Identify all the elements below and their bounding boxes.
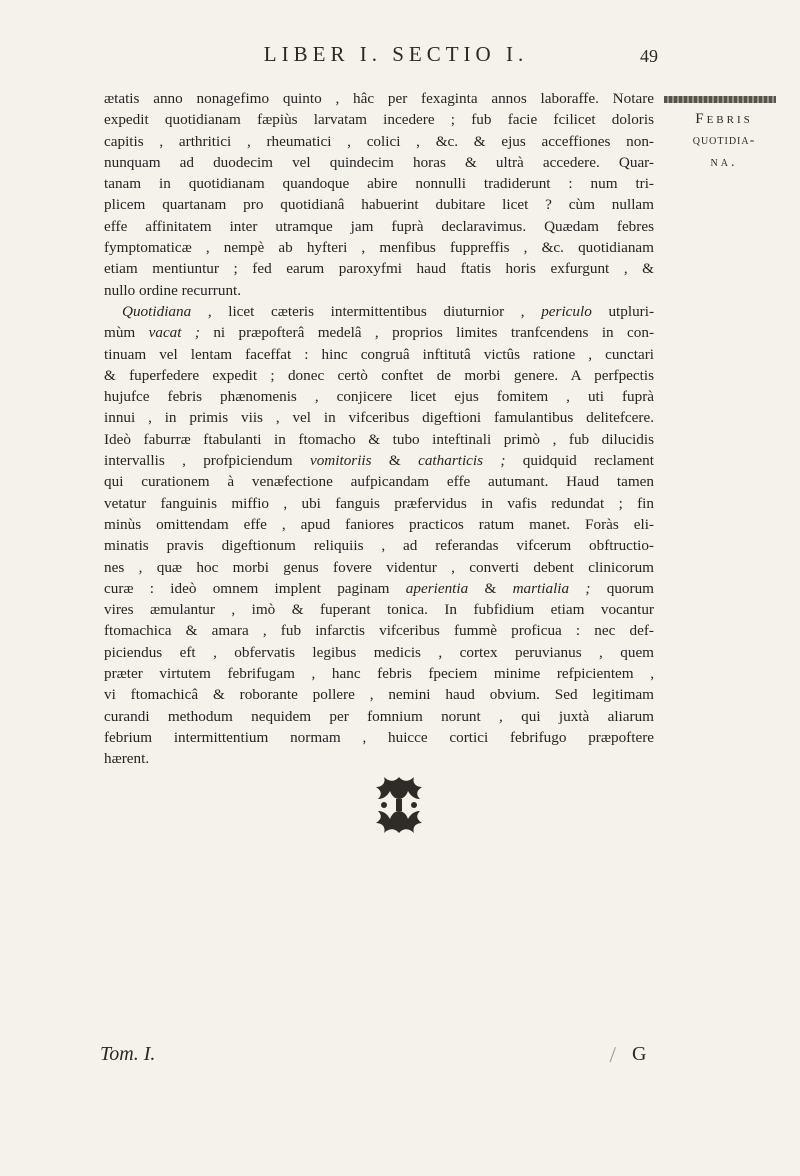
text-line: curandi methodum nequidem per fomnium norunt , qui juxtà aliarum [104,707,654,725]
volume-signature: Tom. I. [100,1043,156,1065]
text-line: tanam in quotidianam quandoque abire nonnulli tradiderunt : num tri- [104,175,654,193]
italic-term: aperientia [405,579,469,597]
text-line: innui , in primis viis , vel in vifceribus digeftioni famulantibus delitefcere. [104,409,654,427]
text-line: etiam mentiuntur ; fed earum paroxyfmi haud ftatis horis exfurgunt , & [104,260,654,278]
italic-term: martialia ; [512,579,591,597]
margin-note [660,108,788,174]
text-line: capitis , arthritici , rheumatici , colici , &c. & ejus acceffiones non- [104,132,654,150]
text-line: minatis pravis digeftionum reliquiis , ad referandas vifcerum obftructio- [104,537,654,555]
body-text [104,88,654,770]
text-line: minùs omittendam effe , apud faniores practicos ratum manet. Foràs eli- [104,515,654,533]
text-line: ftomachica & amara , fub infarctis vifceribus fummè proficua : nec def- [104,622,654,640]
text-line: Ideò faburræ ftabulanti in ftomacho & tubo inteftinali primò , fub dilucidis [104,430,654,448]
margin-note-line-2: quotidia- [692,133,756,148]
printers-fleuron-icon [370,773,428,837]
text-line: tinuam vel lentam faceffat : hinc congruâ inftitutâ victûs ratione , cunctari [104,345,654,363]
text-line: hærent. [104,750,150,768]
page-number: 49 [640,46,658,66]
text-line: nes , quæ hoc morbi genus fovere videntur , converti debent clinicorum [104,558,654,576]
text-line: hujufce febris phænomenis , conjicere licet ejus fomitem , uti fuprà [104,388,654,406]
margin-note-line-1: Febris [695,111,753,127]
text-line: fymptomaticæ , nempè ab hyfteri , menfibus fuppreffis , &c. quotidianam [104,239,654,257]
text-line: vi ftomachicâ & roborante pollere , nemini haud obvium. Sed legitimam [104,686,654,704]
italic-term: vomitoriis [309,452,372,470]
text-line: nunquam ad duodecim vel quindecim horas & ultrà accedere. Quar- [104,153,654,171]
gathering-signature: G [632,1043,647,1065]
text-line: febrium intermittentium normam , huicce cortici febrifugo præpoftere [104,728,654,746]
text-line: ætatis anno nonagefimo quinto , hâc per fexaginta annos laboraffe. Notare [104,90,654,107]
text-line: vetatur fanguinis miffio , ubi fanguis præfervidus in vafis redundat ; fin [104,494,654,512]
text-line: curæ : ideò omnem implent paginam aperientia & martialia ; quorum [104,579,654,597]
text-line: effe affinitatem inter utramque jam fuprà declaravimus. Quædam febres [104,217,654,235]
text-line: intervallis , profpiciendum vomitoriis & catharticis ; quidquid reclament [104,452,654,470]
italic-term: catharticis ; [418,452,506,470]
margin-note-line-3: na. [710,155,738,170]
italic-term: Quotidiana [122,302,192,320]
margin-rule-decoration [664,96,776,103]
text-line: qui curationem à venæfectione aufpicandam effe autumant. Haud tamen [104,473,654,491]
text-line: expedit quotidianam fæpiùs larvatam incedere ; fub facie fcilicet doloris [104,111,654,129]
running-head: LIBER I. SECTIO I. [263,42,529,66]
italic-term: periculo [541,302,592,320]
text-line: & fuperfedere expedit ; donec certò conftet de morbi genere. A perfpectis [104,366,654,384]
text-line: mùm vacat ; ni præpofterâ medelâ , proprios limites tranfcendens in con- [104,324,654,342]
text-line: piciendus eft , obfervatis legibus medicis , cortex peruvianus , quem [104,643,654,661]
text-line: vires æmulantur , imò & fuperant tonica. In fubfidium etiam vocantur [104,601,654,619]
text-line: nullo ordine recurrunt. [104,281,242,299]
text-line: Quotidiana , licet cæteris intermittentibus diuturnior , periculo utpluri- [122,302,655,320]
paper-mark [610,1047,624,1065]
text-line: præter virtutem febrifugam , hanc febris fpeciem minime refpicientem , [104,665,654,683]
text-line: plicem quartanam pro quotidianâ habuerint dubitare licet ? cùm nullam [104,196,654,214]
italic-term: vacat ; [148,324,200,342]
